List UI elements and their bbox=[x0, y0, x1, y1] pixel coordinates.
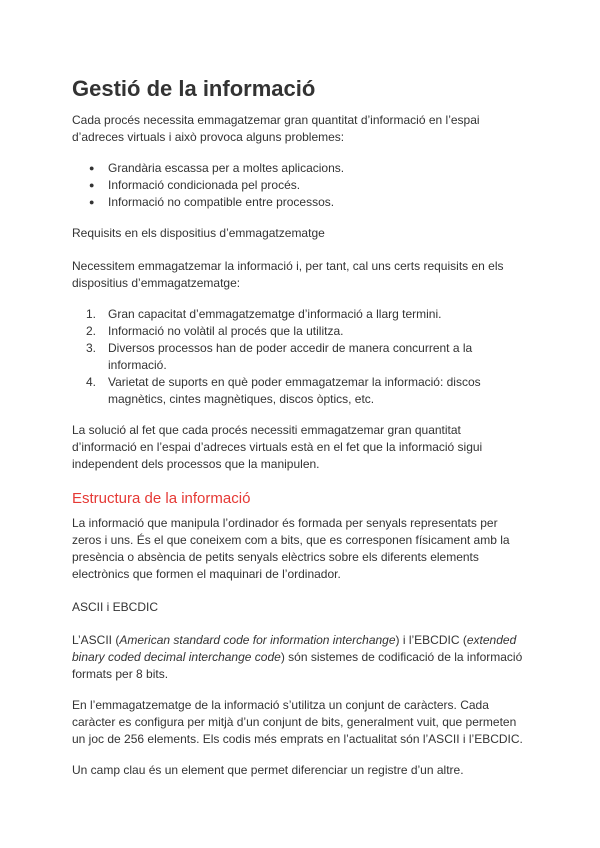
requisits-intro-paragraph: Necessitem emmagatzemar la informació i, per tant, cal uns certs requisits en els dispositius d’emmagatzematge: bbox=[72, 259, 504, 290]
problems-list bbox=[72, 160, 528, 211]
bullet-icon: ● bbox=[89, 197, 95, 207]
bullet-icon: ● bbox=[89, 180, 95, 190]
list-item: 3. Diversos processos han de poder accedir de manera concurrent a la informació. bbox=[86, 341, 473, 372]
requisits-heading: Requisits en els dispositius d’emmagatzematge bbox=[72, 226, 325, 240]
estructura-paragraph: La informació que manipula l’ordinador és formada per senyals representats per zeros i uns. És el que coneixem com a bits, que es corresponen físicament amb la presència o absència de petits senyals elèctrics sobre els diferents elements electrònics que formen el maquinari de l’ordinador. bbox=[72, 516, 510, 581]
ascii-heading: ASCII i EBCDIC bbox=[72, 600, 159, 614]
list-item: ● Grandària escassa per a moltes aplicacions. bbox=[89, 161, 345, 175]
section-heading: Estructura de la informació bbox=[72, 490, 251, 507]
page-title: Gestió de la informació bbox=[72, 76, 316, 101]
list-item: 2. Informació no volàtil al procés que la utilitza. bbox=[86, 324, 344, 338]
camp-clau-paragraph: Un camp clau és un element que permet diferenciar un registre d’un altre. bbox=[72, 763, 464, 777]
list-item: ● Informació no compatible entre processos. bbox=[89, 195, 335, 209]
intro-paragraph: Cada procés necessita emmagatzemar gran quantitat d’informació en l’espai d’adreces virtuals i això provoca alguns problemes: bbox=[72, 113, 480, 144]
requisits-list bbox=[72, 306, 528, 408]
list-item: ● Informació condicionada pel procés. bbox=[89, 178, 301, 192]
list-item: 4. Varietat de suports en què poder emmagatzemar la informació: discos magnètics, cintes magnètiques, discos òptics, etc. bbox=[86, 375, 481, 406]
caracters-paragraph: En l’emmagatzematge de la informació s’utilitza un conjunt de caràcters. Cada caràcter es configura per mitjà d’un conjunt de bits, generalment vuit, que permeten un joc de 256 elements. Els codis més emprats en l’actualitat són l’ASCII i l’EBCDIC. bbox=[72, 698, 523, 746]
ascii-paragraph: L’ASCII (American standard code for information interchange) i l’EBCDIC (extended binary coded decimal interchange code) són sistemes de codificació de la informació formats per 8 bits. bbox=[72, 633, 523, 681]
list-item: 1. Gran capacitat d’emmagatzematge d’informació a llarg termini. bbox=[86, 307, 442, 321]
bullet-icon: ● bbox=[89, 163, 95, 173]
solucio-paragraph: La solució al fet que cada procés necessiti emmagatzemar gran quantitat d’informació en l’espai d’adreces virtuals està en el fet que la informació sigui independent dels processos que la manipulen. bbox=[72, 423, 483, 471]
